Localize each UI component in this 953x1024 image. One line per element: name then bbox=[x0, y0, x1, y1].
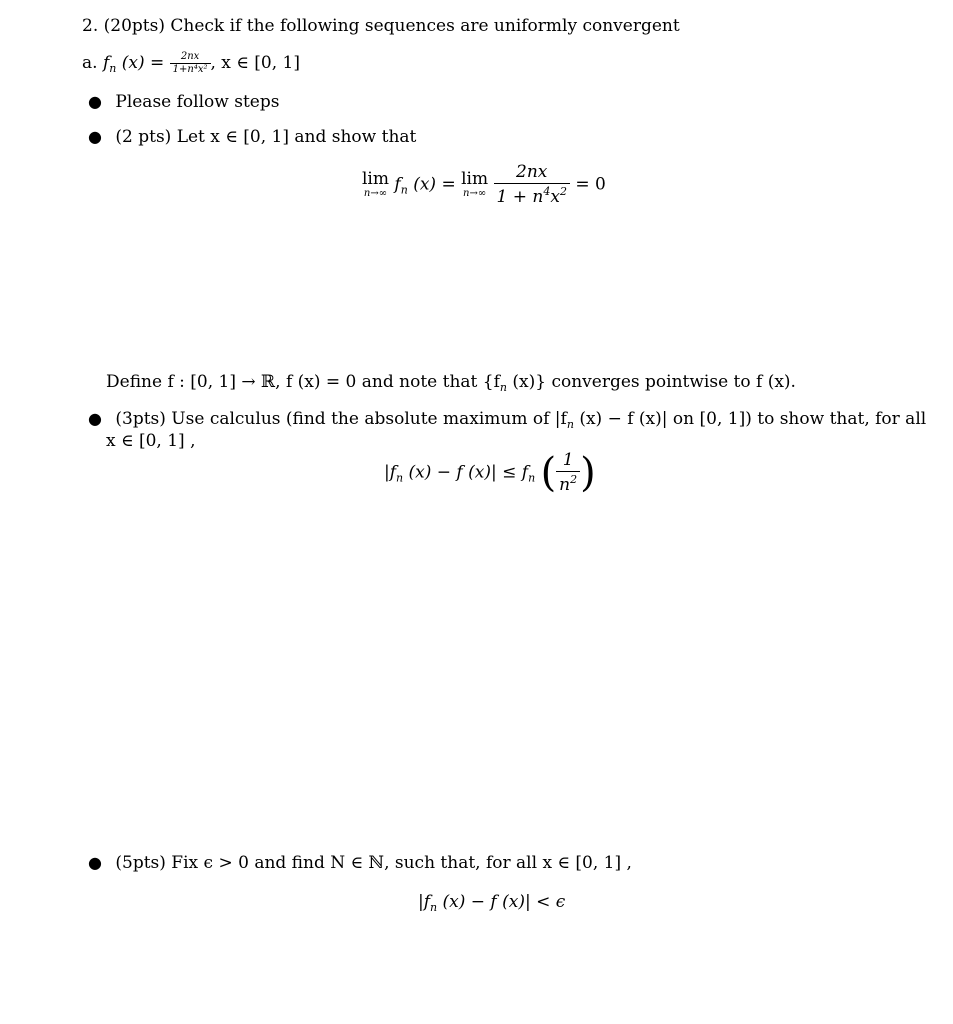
eq2-frac-den bbox=[556, 471, 580, 494]
lim-under: n→∞ bbox=[363, 188, 388, 199]
bullet-4-text: (5pts) Fix ϵ > 0 and find N ∈ ℕ, such that, for all x ∈ [0, 1] , bbox=[115, 853, 632, 873]
equation-limit bbox=[362, 164, 606, 206]
bullet-3 bbox=[88, 411, 926, 430]
eq1-den-exp: 4 bbox=[543, 185, 551, 198]
bullet-3-text-1-rest: (x) − f (x)| on [0, 1]) to show that, for all bbox=[573, 409, 927, 429]
eq2-fraction bbox=[556, 452, 580, 494]
eq2-den-exp: 2 bbox=[570, 473, 578, 486]
problem-title: (20pts) Check if the following sequences are uniformly convergent bbox=[103, 16, 680, 36]
eq1-f: f bbox=[394, 174, 401, 195]
bullet-1 bbox=[88, 94, 279, 111]
bullet-3-text-1: (3pts) Use calculus (find the absolute maximum of |f bbox=[115, 409, 567, 429]
eq1-frac-den bbox=[494, 183, 570, 206]
eq2-frac-num: 1 bbox=[562, 450, 574, 470]
define-sub: n bbox=[499, 381, 507, 394]
bullet-dot: ● bbox=[88, 409, 102, 428]
eq2-mid: (x) − f (x)| ≤ f bbox=[403, 462, 529, 483]
part-a-f: f bbox=[102, 53, 110, 73]
bullet-3-text-2: x ∈ [0, 1] , bbox=[106, 431, 196, 451]
eq2-left-paren: ( bbox=[540, 450, 557, 496]
eq1-arg: (x) = bbox=[407, 174, 462, 195]
bullet-1-text: Please follow steps bbox=[115, 92, 280, 112]
bullet-dot: ● bbox=[88, 853, 102, 872]
part-a-statement bbox=[82, 52, 300, 75]
part-a-arg: (x) = bbox=[116, 53, 170, 73]
eq1-sub: n bbox=[400, 183, 408, 197]
equation-bound bbox=[384, 452, 596, 494]
eq3-rest: (x) − f (x)| < ϵ bbox=[437, 892, 566, 912]
eq1-den-a: 1 + n bbox=[496, 187, 544, 207]
bullet-3-sub: n bbox=[566, 418, 574, 431]
eq1-den-b: x bbox=[550, 187, 560, 207]
eq2-sub2: n bbox=[528, 471, 536, 485]
part-a-frac-num: 2nx bbox=[180, 51, 200, 62]
bullet-4 bbox=[88, 855, 632, 872]
part-a-frac-den: 1+n⁴x² bbox=[170, 63, 211, 75]
define-line bbox=[106, 374, 796, 393]
eq3-sub: n bbox=[430, 901, 438, 914]
bullet-2 bbox=[88, 129, 416, 146]
bullet-2-text: (2 pts) Let x ∈ [0, 1] and show that bbox=[115, 127, 417, 147]
eq2-left: |f bbox=[384, 462, 397, 483]
eq2-sub: n bbox=[396, 471, 404, 485]
part-a-sub: n bbox=[109, 62, 117, 75]
part-a-fraction bbox=[170, 52, 211, 75]
eq2-den: n bbox=[559, 475, 571, 495]
eq3-left: |f bbox=[418, 892, 431, 912]
limit-operator-2 bbox=[461, 171, 488, 199]
eq1-result: = 0 bbox=[569, 174, 606, 195]
define-text: Define f : [0, 1] → ℝ, f (x) = 0 and note that {f bbox=[106, 372, 500, 392]
lim-word: lim bbox=[461, 169, 489, 189]
eq1-fraction bbox=[494, 164, 570, 206]
lim-under: n→∞ bbox=[463, 188, 487, 199]
eq1-den-exp2: 2 bbox=[559, 185, 567, 198]
part-a-label: a. bbox=[82, 53, 98, 73]
equation-epsilon bbox=[418, 894, 565, 913]
bullet-dot: ● bbox=[88, 127, 102, 146]
problem-number: 2. bbox=[82, 16, 99, 36]
part-a-domain: , x ∈ [0, 1] bbox=[210, 53, 300, 73]
eq1-frac-num: 2nx bbox=[516, 162, 548, 182]
problem-heading bbox=[82, 18, 680, 35]
limit-operator-1 bbox=[362, 171, 389, 199]
bullet-3-line-2 bbox=[106, 433, 196, 450]
define-text-rest: (x)} converges pointwise to f (x). bbox=[506, 372, 796, 392]
bullet-dot: ● bbox=[88, 92, 102, 111]
eq2-right-paren: ) bbox=[580, 450, 596, 496]
lim-word: lim bbox=[362, 169, 389, 189]
